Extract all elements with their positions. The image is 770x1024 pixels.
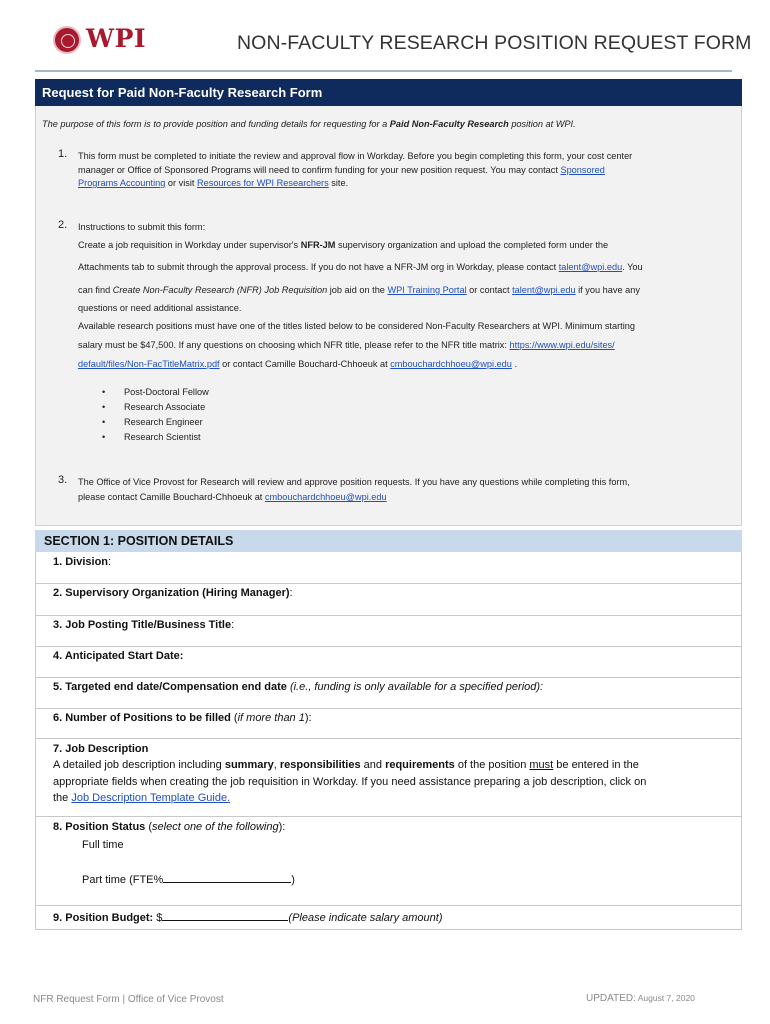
full-time-option[interactable]: Full time bbox=[82, 839, 124, 851]
row-divider bbox=[35, 583, 742, 584]
row-divider bbox=[35, 677, 742, 678]
item-2-line-2: Create a job requisition in Workday under supervisor's NFR-JM supervisory organization and upload the completed form under the bbox=[78, 240, 609, 250]
list-item: • Research Scientist bbox=[102, 432, 201, 442]
start-date-field[interactable]: 4. Anticipated Start Date: bbox=[53, 650, 184, 662]
wpi-seal-icon bbox=[53, 26, 81, 54]
item-2-line-4: can find Create Non-Faculty Research (NFR) Job Requisition job aid on the WPI Training Portal or contact talent@wpi.edu if you have any bbox=[78, 285, 640, 295]
position-status-heading: 8. Position Status (select one of the following): bbox=[53, 821, 286, 833]
title-divider bbox=[35, 70, 732, 72]
item-1-line-2: manager or Office of Sponsored Programs will need to confirm funding for your new position request. You may contact Sponsored bbox=[78, 165, 605, 175]
job-title-field[interactable]: 3. Job Posting Title/Business Title: bbox=[53, 619, 235, 631]
supervisory-org-field[interactable]: 2. Supervisory Organization (Hiring Manager): bbox=[53, 587, 293, 599]
position-budget-field[interactable]: 9. Position Budget: $ (Please indicate salary amount) bbox=[53, 909, 443, 924]
part-time-option[interactable]: Part time (FTE% ) bbox=[82, 871, 295, 886]
item-2-line-8: default/files/Non-FacTitleMatrix.pdf or contact Camille Bouchard-Chhoeuk at cmbouchardchhoeu@wpi.edu . bbox=[78, 359, 517, 369]
section-1-heading: SECTION 1: POSITION DETAILS bbox=[35, 530, 742, 552]
item-2-line-5: questions or need additional assistance. bbox=[78, 303, 242, 313]
intro-heading: Request for Paid Non-Faculty Research Form bbox=[35, 79, 742, 106]
list-item: • Post-Doctoral Fellow bbox=[102, 387, 209, 397]
bullet-icon: • bbox=[102, 402, 106, 412]
title-matrix-link-cont[interactable]: default/files/Non-FacTitleMatrix.pdf bbox=[78, 359, 220, 369]
footer-left: NFR Request Form | Office of Vice Provost bbox=[33, 994, 224, 1005]
sponsored-programs-link-cont[interactable]: Programs Accounting bbox=[78, 178, 166, 188]
item-1-line-3: Programs Accounting or visit Resources for WPI Researchers site. bbox=[78, 178, 349, 188]
job-description-line-1: A detailed job description including summary, responsibilities and requirements of the position must be entered in the bbox=[53, 759, 639, 771]
camille-email-link[interactable]: cmbouchardchhoeu@wpi.edu bbox=[390, 359, 512, 369]
row-divider bbox=[35, 816, 742, 817]
positions-count-field[interactable]: 6. Number of Positions to be filled (if more than 1): bbox=[53, 712, 312, 724]
item-3-line-1: The Office of Vice Provost for Research will review and approve position requests. If you have any questions while completing this form, bbox=[78, 477, 630, 487]
bullet-icon: • bbox=[102, 417, 106, 427]
title-matrix-link[interactable]: https://www.wpi.edu/sites/ bbox=[509, 340, 615, 350]
camille-email-link-2[interactable]: cmbouchardchhoeu@wpi.edu bbox=[264, 492, 387, 502]
item-2-line-6: Available research positions must have one of the titles listed below to be considered Non-Faculty Researchers at WPI. Minimum starting bbox=[78, 321, 635, 331]
wpi-logo bbox=[53, 24, 148, 56]
footer-updated: UPDATED: August 7, 2020 bbox=[586, 993, 695, 1004]
logo-text: WPI bbox=[86, 24, 147, 53]
end-date-field[interactable]: 5. Targeted end date/Compensation end date (i.e., funding is only available for a specified period): bbox=[53, 681, 544, 693]
job-description-guide-link[interactable]: Job Description Template Guide. bbox=[71, 792, 231, 804]
list-item: • Research Associate bbox=[102, 402, 206, 412]
fte-percent-input[interactable] bbox=[163, 871, 291, 883]
item-1-number: 1. bbox=[58, 148, 68, 160]
talent-email-link-2[interactable]: talent@wpi.edu bbox=[512, 285, 576, 295]
talent-email-link[interactable]: talent@wpi.edu bbox=[558, 262, 623, 272]
bullet-icon: • bbox=[102, 387, 106, 397]
resources-link[interactable]: Resources for WPI Researchers bbox=[196, 178, 329, 188]
row-divider bbox=[35, 615, 742, 616]
page-title: NON-FACULTY RESEARCH POSITION REQUEST FORM bbox=[237, 32, 752, 54]
row-divider bbox=[35, 738, 742, 739]
division-field[interactable]: 1. Division: bbox=[53, 556, 112, 568]
job-description-line-2: appropriate fields when creating the job requisition in Workday. If you need assistance preparing a job description, click on bbox=[53, 776, 647, 788]
sponsored-programs-link[interactable]: Sponsored bbox=[560, 165, 605, 175]
row-divider bbox=[35, 708, 742, 709]
job-description-line-3: the Job Description Template Guide. bbox=[53, 792, 231, 804]
item-1-line-1: This form must be completed to initiate the review and approval flow in Workday. Before you begin completing this form, your cost center bbox=[78, 151, 633, 161]
item-2-line-3: Attachments tab to submit through the approval process. If you do not have a NFR-JM org in Workday, please contact talent@wpi.edu. You bbox=[78, 262, 643, 272]
item-2-line-7: salary must be $47,500. If any questions on choosing which NFR title, please refer to the NFR title matrix: https://www.wpi.edu/sites/ bbox=[78, 340, 615, 350]
job-description-heading: 7. Job Description bbox=[53, 743, 149, 755]
item-3-line-2: please contact Camille Bouchard-Chhoeuk at cmbouchardchhoeu@wpi.edu bbox=[78, 492, 387, 502]
list-item: • Research Engineer bbox=[102, 417, 203, 427]
row-divider bbox=[35, 905, 742, 906]
row-divider bbox=[35, 646, 742, 647]
purpose-text: The purpose of this form is to provide position and funding details for requesting for a Paid Non-Faculty Research position at WPI. bbox=[42, 119, 576, 129]
item-3-number: 3. bbox=[58, 474, 68, 486]
training-portal-link[interactable]: WPI Training Portal bbox=[387, 285, 467, 295]
item-2-line-1: Instructions to submit this form: bbox=[78, 222, 206, 232]
bullet-icon: • bbox=[102, 432, 106, 442]
salary-amount-input[interactable] bbox=[162, 909, 288, 921]
item-2-number: 2. bbox=[58, 219, 68, 231]
